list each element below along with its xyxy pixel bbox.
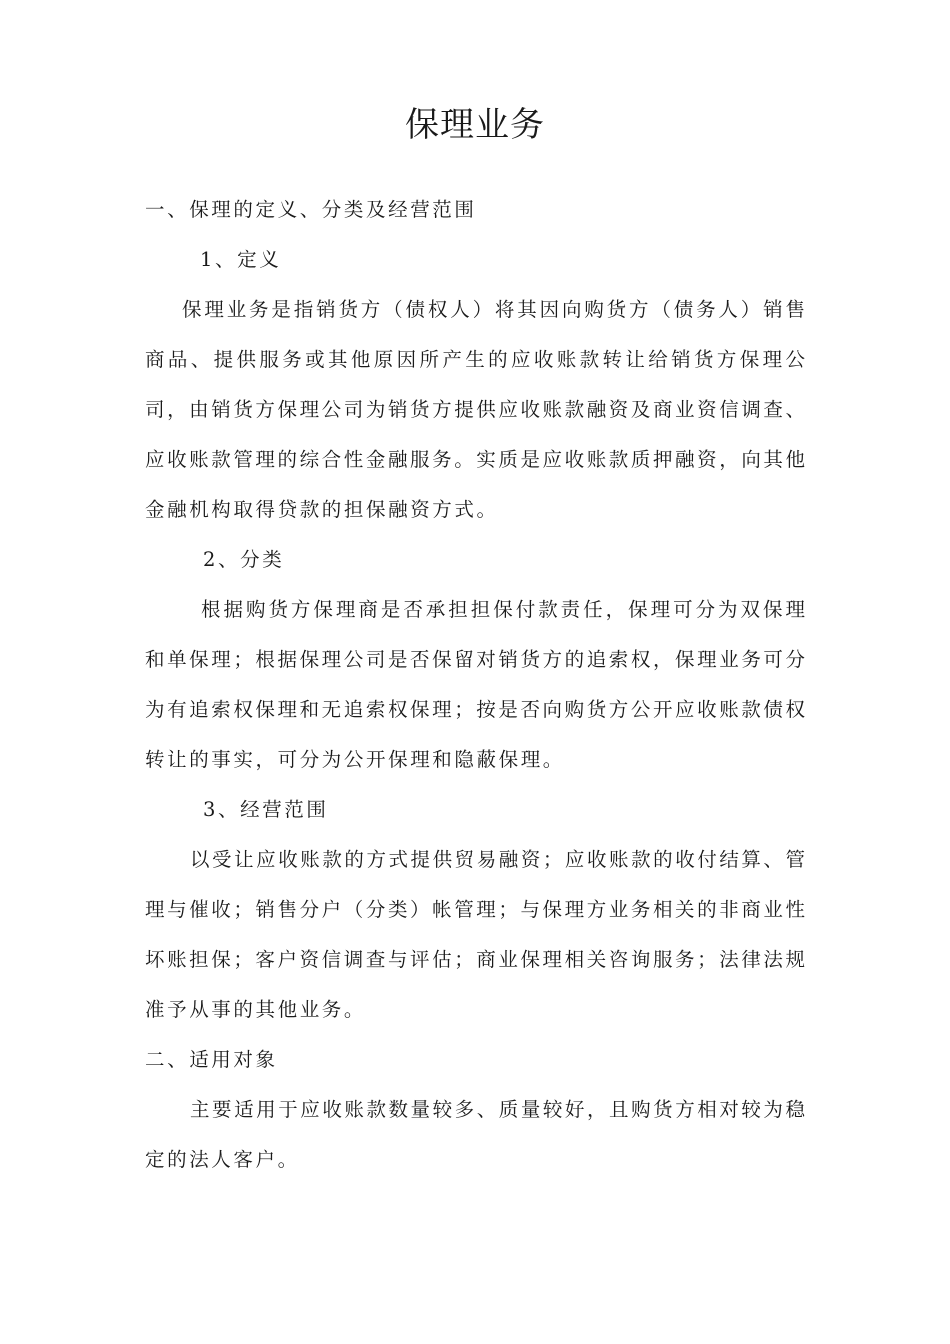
paragraph-line: 以受让应收账款的方式提供贸易融资；应收账款的收付结算、管	[190, 848, 805, 871]
paragraph-line: 主要适用于应收账款数量较多、质量较好，且购货方相对较为稳	[190, 1098, 805, 1121]
paragraph-line: 为有追索权保理和无追索权保理；按是否向购货方公开应收账款债权	[145, 698, 805, 721]
paragraph-line: 商品、提供服务或其他原因所产生的应收账款转让给销货方保理公	[145, 348, 805, 371]
paragraph-line: 定的法人客户。	[145, 1148, 300, 1171]
paragraph-line: 司，由销货方保理公司为销货方提供应收账款融资及商业资信调查、	[145, 398, 805, 421]
paragraph-line: 金融机构取得贷款的担保融资方式。	[145, 498, 499, 521]
subsection-heading-scope: 3、经营范围	[203, 798, 329, 821]
paragraph-line: 保理业务是指销货方（债权人）将其因向购货方（债务人）销售	[182, 298, 805, 321]
section-heading-1: 一、保理的定义、分类及经营范围	[145, 198, 477, 221]
paragraph-line: 坏账担保；客户资信调查与评估；商业保理相关咨询服务；法律法规	[145, 948, 805, 971]
subsection-heading-classification: 2、分类	[203, 548, 285, 571]
paragraph-line: 根据购货方保理商是否承担担保付款责任，保理可分为双保理	[201, 598, 805, 621]
paragraph-line: 和单保理；根据保理公司是否保留对销货方的追索权，保理业务可分	[145, 648, 805, 671]
subsection-heading-definition: 1、定义	[200, 248, 282, 271]
document-title: 保理业务	[405, 105, 545, 145]
paragraph-line: 转让的事实，可分为公开保理和隐蔽保理。	[145, 748, 565, 771]
paragraph-line: 应收账款管理的综合性金融服务。实质是应收账款质押融资，向其他	[145, 448, 805, 471]
paragraph-line: 准予从事的其他业务。	[145, 998, 367, 1021]
paragraph-line: 理与催收；销售分户（分类）帐管理；与保理方业务相关的非商业性	[145, 898, 805, 921]
section-heading-2: 二、适用对象	[145, 1048, 278, 1071]
